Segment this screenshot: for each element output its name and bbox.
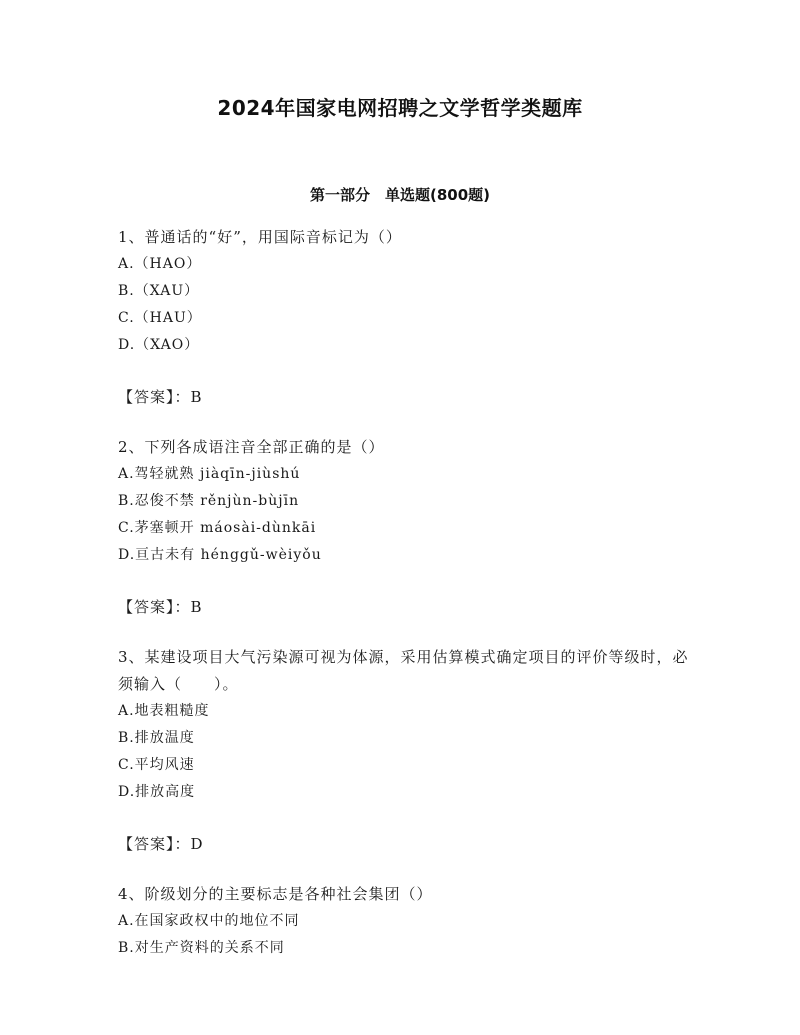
option-b: B.对生产资料的关系不同 — [118, 940, 285, 956]
option-b: B.排放温度 — [118, 730, 195, 746]
section-title: 第一部分 单选题(800题) — [309, 186, 491, 204]
option-d: D.排放高度 — [118, 784, 196, 800]
question-3 — [118, 644, 698, 858]
answer — [118, 594, 698, 621]
answer-value: ：D — [174, 835, 204, 853]
option-b: B.忍俊不禁 rěnjùn-bùjīn — [118, 493, 300, 509]
answer — [118, 384, 698, 411]
option-a: A.在国家政权中的地位不同 — [118, 913, 300, 929]
question-list — [118, 224, 698, 962]
option-d: D.亘古未有 hénggǔ-wèiyǒu — [118, 547, 322, 563]
answer — [118, 831, 698, 858]
option-a: A.（HAO） — [118, 256, 202, 272]
option-d: D.（XAO） — [118, 337, 200, 353]
answer-value: ：B — [174, 388, 203, 406]
document-title: 2024年国家电网招聘之文学哲学类题库 — [217, 96, 583, 120]
answer-label: 【答案】 — [118, 388, 175, 406]
answer-label: 【答案】 — [118, 598, 175, 616]
option-a: A.地表粗糙度 — [118, 703, 210, 719]
option-a: A.驾轻就熟 jiàqīn-jiùshú — [118, 466, 301, 482]
question-stem: 4、阶级划分的主要标志是各种社会集团（） — [118, 885, 433, 903]
question-2 — [118, 434, 698, 621]
option-c: C.（HAU） — [118, 310, 202, 326]
option-b: B.（XAU） — [118, 283, 200, 299]
question-stem: 3、某建设项目大气污染源可视为体源，采用估算模式确定项目的评价等级时，必须输入（ ）。 — [118, 648, 689, 693]
option-c: C.茅塞顿开 máosài-dùnkāi — [118, 520, 317, 536]
answer-label: 【答案】 — [118, 835, 175, 853]
question-stem: 2、下列各成语注音全部正确的是（） — [118, 438, 385, 456]
option-c: C.平均风速 — [118, 757, 195, 773]
answer-value: ：B — [174, 598, 203, 616]
question-4 — [118, 881, 698, 962]
question-stem: 1、普通话的“好”，用国际音标记为（） — [118, 228, 402, 246]
question-1 — [118, 224, 698, 411]
